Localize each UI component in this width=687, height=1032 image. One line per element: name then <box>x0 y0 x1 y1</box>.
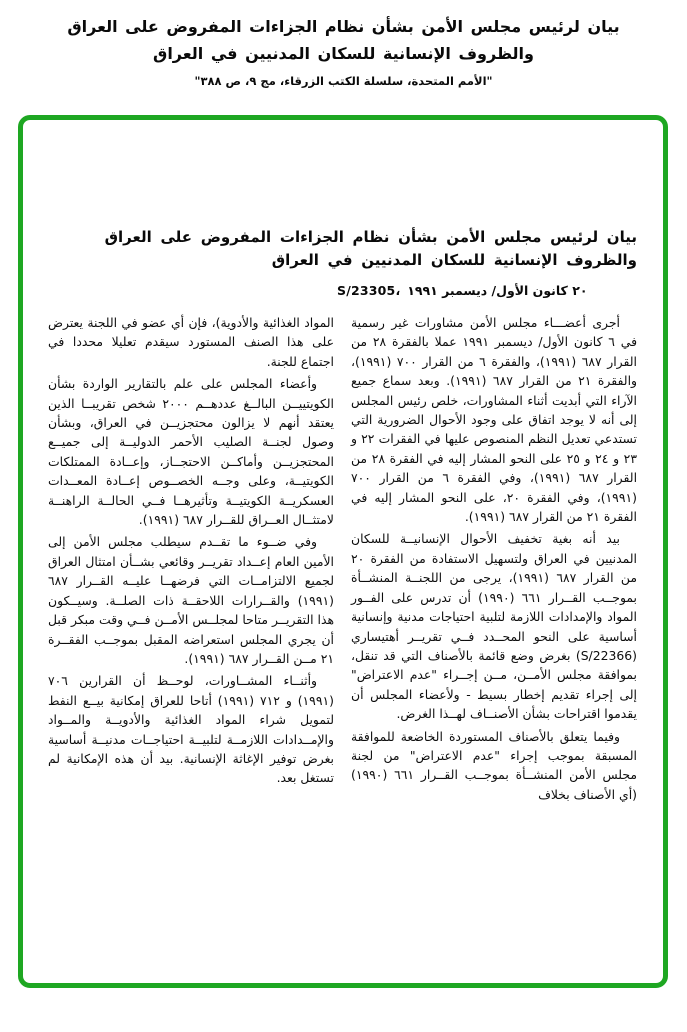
body-paragraph: وأعضاء المجلس على علم بالتقارير الواردة بشأن الكويتييــن البالــغ عددهــم ٢٠٠٠ شخص تقريبــا الذين يعتقد أنهم لا يزالون محتجزيــن في العراق، وبشأن وصول لجنــة الصليب الأحمر الدوليــة إلى جميــع المحتجزيــن وأماكــن الاحتجــاز، وإعــادة الممتلكات الكويتيــة، وعلى وجــه الخصــوص إعــادة المعــدات العسكريــة الكويتيــة وتأثيرهــا فــي الحالــة الراهنــة لامتثــال العــراق للقــرار ٦٨٧ (١٩٩١). <box>48 376 334 528</box>
body-paragraph: المواد الغذائية والأدوية)، فإن أي عضو في اللجنة يعترض على هذا الصنف المستورد سيقدم تعليلا محددا في اجتماع للجنة. <box>48 315 334 369</box>
column-right <box>351 313 637 807</box>
page-title <box>48 226 637 272</box>
body-paragraph: وفي ضــوء ما تقــدم سيطلب مجلس الأمن إلى الأمين العام إعــداد تقريــر وقائعي بشــأن امتثال العراق لجميع الالتزامــات التي فرضهــا عليــه القــرار ٦٨٧ (١٩٩١) والقــرارات اللاحقــة ذات الصلــة. وسيــكون هذا التقريــر متاحا لمجلــس الأمــن فــي وقت مبكر قبل أن يجري المجلس استعراضه المقبل بموجــب الفقــرة ٢١ مــن القــرار ٦٨٧ (١٩٩١). <box>48 534 334 666</box>
document-header <box>0 13 687 89</box>
symbol-date-line <box>337 283 637 298</box>
header-title-line-2: والظروف الإنسانية للسكان المدنيين في العراق <box>153 44 534 63</box>
body-paragraph: وأثنــاء المشــاورات، لوحــظ أن القرارين ٧٠٦ (١٩٩١) و ٧١٢ (١٩٩١) أتاحا للعراق إمكانية بيــع النفط لتمويل شراء المواد الغذائية والأدويــة والمــواد والإمــدادات اللازمــة لتلبيــة احتياجــات مدنيــة أساسية بغرض توفير الإغاثة الإنسانية. بيد أن هذه الإمكانية لم تستغل بعد. <box>48 673 334 786</box>
body-paragraph: أجرى أعضـــاء مجلس الأمن مشاورات غير رسمية في ٦ كانون الأول/ ديسمبر ١٩٩١ عملا بالفقرة ٢٨ من القرار ٦٨٧ (١٩٩١)، والفقرة ٦ من القرار ٧٠٠ (١٩٩١)، والفقرة ٢١ من القرار ٦٨٧ (١٩٩١). وبعد سماع جميع الآراء التي أبديت أثناء المشاورات، خلص رئيس المجلس إلى أنه لا يوجد اتفاق على وجود الأحوال الضرورية التي تستدعي تعديل النظم المنصوص عليها في الفقرات ٢٢ و ٢٣ و ٢٤ و ٢٥ على النحو المشار إليه في الفقرة ٢٨ من القرار ٦٨٧ (١٩٩١)، وفي الفقرة ٦ من القرار ٧٠٠ (١٩٩١)، وفي الفقرة ٢٠، على النحو المشار إليه في الفقرة ٢١ من القرار ٦٨٧ (١٩٩١). <box>351 315 638 525</box>
page-title-line-2: والظروف الإنسانية للسكان المدنيين في العراق <box>271 251 637 269</box>
scanned-page <box>23 120 663 983</box>
body-paragraph: بيد أنه بغية تخفيف الأحوال الإنسانيــة للسكان المدنيين في العراق ولتسهيل الاستفادة من الفقرة ٢٠ من القرار ٦٨٧ (١٩٩١)، يرجى من اللجنــة المنشــأة بموجــب القــرار ٦٦١ (١٩٩٠) أن تدرس على الفــور المواد والإمدادات اللازمة لتلبية احتياجات مدنية وإنسانية أساسية على النحو المحــدد فــي تقريــر أهتيساري (S/22366) بغرض وضع قائمة بالأصناف التي قد تنقل، بموافقة مجلس الأمــن، مــن إجــراء "عدم الاعتراض" إلى إجراء تقديم إخطار بسيط - ولأعضاء المجلس أن يقدموا اقتراحات بشأن الأصنــاف لهــذا الغرض. <box>351 531 637 722</box>
body-paragraph: وفيما يتعلق بالأصناف المستوردة الخاضعة للموافقة المسبقة بموجب إجراء "عدم الاعتراض" من لجنة مجلس الأمن المنشــأة بموجــب القــرار ٦٦١ (١٩٩٠) (أي الأصناف بخلاف <box>351 728 637 802</box>
column-left <box>48 313 334 807</box>
doc-symbol: S/23305، <box>337 283 401 298</box>
text-columns <box>48 313 637 807</box>
source-citation: "الأمم المتحدة، سلسلة الكتب الزرقاء، مج ٩، ص ٣٨٨" <box>194 74 493 88</box>
page-title-line-1: بيان لرئيس مجلس الأمن بشأن نظام الجزاءات المفروض على العراق <box>104 228 637 246</box>
document-frame <box>18 115 668 988</box>
header-title-line-1: بيان لرئيس مجلس الأمن بشأن نظام الجزاءات المفروض على العراق <box>67 17 620 36</box>
doc-date: ٢٠ كانون الأول/ ديسمبر ١٩٩١ <box>407 283 588 298</box>
